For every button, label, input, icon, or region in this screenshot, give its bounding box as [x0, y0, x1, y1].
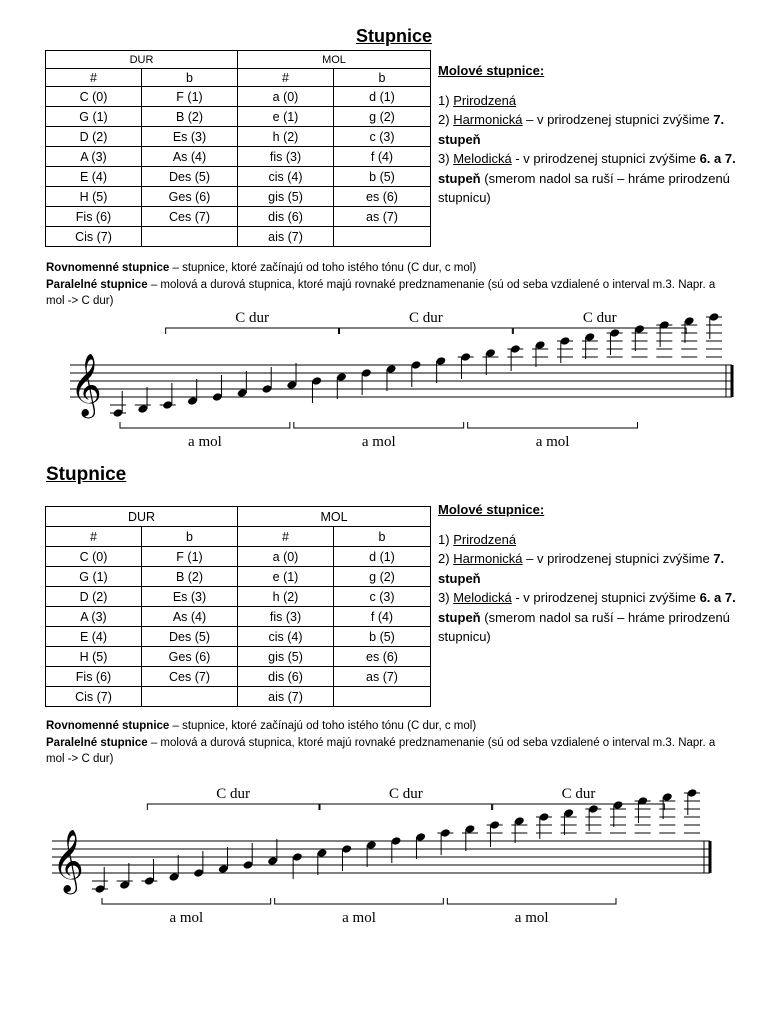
- table-row: [46, 547, 431, 567]
- item-number: 3): [438, 151, 450, 166]
- table-cell: E (4): [46, 627, 142, 647]
- minor-item-3: [438, 149, 758, 208]
- table-cell: e (1): [238, 107, 334, 127]
- table-cell: [334, 687, 431, 707]
- table-cell: as (7): [334, 207, 431, 227]
- table-cell: H (5): [46, 647, 142, 667]
- label-c-dur: C dur: [388, 786, 423, 802]
- item-text: - v prirodzenej stupnici zvýšime: [511, 151, 700, 166]
- header-mol: MOL: [238, 51, 431, 69]
- label-a-mol: a mol: [535, 434, 570, 450]
- label-c-dur: C dur: [235, 310, 269, 326]
- item-number: 1): [438, 531, 450, 547]
- table-cell: h (2): [238, 127, 334, 147]
- table-cell: [142, 227, 238, 247]
- bracket-a-mol: [468, 422, 638, 428]
- table-row: [46, 667, 431, 687]
- header-dur: DUR: [46, 507, 238, 527]
- minor-item-1: [438, 530, 758, 550]
- table-cell: e (1): [238, 567, 334, 587]
- table-cell: C (0): [46, 547, 142, 567]
- item-name: Harmonická: [453, 112, 523, 127]
- table-cell: fis (3): [238, 607, 334, 627]
- minor-item-3: [438, 588, 758, 647]
- table-cell: Ges (6): [142, 187, 238, 207]
- header-dur: DUR: [46, 51, 238, 69]
- table-cell: E (4): [46, 167, 142, 187]
- table-body-2: [46, 547, 431, 707]
- item-name: Prirodzená: [453, 92, 517, 108]
- table-cell: [142, 687, 238, 707]
- bracket-a-mol: [294, 422, 464, 428]
- table-cell: dis (6): [238, 207, 334, 227]
- treble-clef-icon: 𝄞: [52, 831, 84, 891]
- label-c-dur: C dur: [409, 310, 443, 326]
- scale-staff: [50, 786, 718, 936]
- item-text-after: (smerom nadol sa ruší – hráme prirodzenú stupnicu): [438, 609, 730, 644]
- table-row: [46, 167, 431, 187]
- table-cell: Ges (6): [142, 647, 238, 667]
- bracket-c-dur: [147, 804, 319, 810]
- table-cell: cis (4): [238, 167, 334, 187]
- item-number: 2): [438, 112, 450, 127]
- table-cell: c (3): [334, 587, 431, 607]
- table-cell: b (5): [334, 167, 431, 187]
- table-cell: ais (7): [238, 227, 334, 247]
- table-cell: a (0): [238, 547, 334, 567]
- definition-rovnomenne: [46, 718, 736, 735]
- table-cell: Es (3): [142, 587, 238, 607]
- table-cell: Des (5): [142, 627, 238, 647]
- page-title: Stupnice: [356, 26, 433, 46]
- table-cell: B (2): [142, 107, 238, 127]
- label-a-mol: a mol: [514, 910, 549, 926]
- label-a-mol: a mol: [188, 434, 222, 450]
- item-number: 1): [438, 92, 450, 108]
- treble-clef-icon: 𝄞: [70, 355, 102, 415]
- table-cell: D (2): [46, 587, 142, 607]
- table-cell: Cis (7): [46, 687, 142, 707]
- table-cell: cis (4): [238, 627, 334, 647]
- table-cell: g (2): [334, 107, 431, 127]
- scales-table: [45, 50, 431, 247]
- table-cell: [334, 227, 431, 247]
- definition-term: Rovnomenné stupnice: [46, 720, 170, 732]
- page-title: Stupnice: [46, 464, 127, 485]
- item-name: Prirodzená: [453, 531, 517, 547]
- table-row: [46, 587, 431, 607]
- table-cell: b (5): [334, 627, 431, 647]
- table-cell: A (3): [46, 147, 142, 167]
- item-text-after: (smerom nadol sa ruší – hráme prirodzenú stupnicu): [438, 170, 730, 205]
- table-cell: Es (3): [142, 127, 238, 147]
- definition-text: – molová a durová stupnica, ktoré majú rovnaké predznamenanie (sú od seba vzdialené o interval m.3. Napr. a mol -> C dur): [46, 278, 716, 307]
- definition-term: Rovnomenné stupnice: [46, 262, 170, 274]
- table-row: [46, 207, 431, 227]
- table-cell: g (2): [334, 567, 431, 587]
- subheader-sharp: #: [46, 69, 142, 87]
- table-row: [46, 627, 431, 647]
- table-cell: gis (5): [238, 187, 334, 207]
- subheader-flat: b: [334, 69, 431, 87]
- table-cell: Fis (6): [46, 667, 142, 687]
- definition-term: Paralelné stupnice: [46, 736, 148, 749]
- definition-rovnomenne: [46, 260, 736, 277]
- subheader-flat: b: [142, 69, 238, 87]
- subheader-sharp: #: [46, 527, 142, 547]
- subheader-sharp: #: [238, 527, 334, 547]
- table-row: [46, 687, 431, 707]
- item-bold: 7. stupeň: [438, 551, 725, 586]
- definition-text: – stupnice, ktoré začínajú od toho istého tónu (C dur, c mol): [169, 720, 477, 732]
- label-c-dur: C dur: [582, 310, 617, 326]
- label-c-dur: C dur: [561, 786, 596, 802]
- table-cell: f (4): [334, 607, 431, 627]
- minor-item-2: [438, 110, 758, 149]
- minor-heading: Molové stupnice:: [438, 63, 545, 78]
- table-row: [46, 647, 431, 667]
- table-cell: F (1): [142, 547, 238, 567]
- table-cell: h (2): [238, 587, 334, 607]
- table-row: [46, 127, 431, 147]
- table-cell: Des (5): [142, 167, 238, 187]
- minor-heading: Molové stupnice:: [438, 502, 545, 517]
- item-text: – v prirodzenej stupnici zvýšime: [522, 112, 714, 127]
- item-bold: 7. stupeň: [438, 112, 725, 147]
- section-bottom: [0, 460, 768, 1024]
- table-cell: F (1): [142, 87, 238, 107]
- table-row: [46, 187, 431, 207]
- table-cell: as (7): [334, 667, 431, 687]
- table-cell: Ces (7): [142, 667, 238, 687]
- scales-table: [45, 506, 431, 707]
- table-cell: H (5): [46, 187, 142, 207]
- table-cell: dis (6): [238, 667, 334, 687]
- table-cell: es (6): [334, 647, 431, 667]
- table-cell: Ces (7): [142, 207, 238, 227]
- table-row: [46, 87, 431, 107]
- table-cell: Cis (7): [46, 227, 142, 247]
- bracket-c-dur: [320, 804, 492, 810]
- table-row: [46, 607, 431, 627]
- definition-term: Paralelné stupnice: [46, 278, 148, 291]
- minor-item-1: [438, 91, 758, 111]
- label-a-mol: a mol: [361, 434, 396, 450]
- subheader-flat: b: [142, 527, 238, 547]
- table-cell: d (1): [334, 547, 431, 567]
- item-number: 3): [438, 590, 450, 605]
- table-body-1: [46, 87, 431, 247]
- bracket-a-mol: [102, 898, 271, 904]
- table-cell: B (2): [142, 567, 238, 587]
- bracket-c-dur: [340, 328, 513, 334]
- item-text: - v prirodzenej stupnici zvýšime: [511, 590, 700, 605]
- table-cell: f (4): [334, 147, 431, 167]
- bracket-a-mol: [447, 898, 616, 904]
- definitions: [46, 260, 736, 310]
- label-a-mol: a mol: [169, 910, 204, 926]
- label-c-dur: C dur: [216, 786, 251, 802]
- table-cell: ais (7): [238, 687, 334, 707]
- minor-scales-notes: [438, 61, 758, 208]
- table-cell: A (3): [46, 607, 142, 627]
- table-row: [46, 227, 431, 247]
- minor-item-2: [438, 549, 758, 588]
- definition-text: – molová a durová stupnica, ktoré majú rovnaké predznamenanie (sú od seba vzdialené o interval m.3. Napr. a mol -> C dur): [46, 736, 716, 765]
- table-cell: C (0): [46, 87, 142, 107]
- definitions: [46, 718, 736, 768]
- table-cell: gis (5): [238, 647, 334, 667]
- definition-paralelne: [46, 735, 736, 768]
- minor-scales-notes: [438, 500, 758, 647]
- table-cell: c (3): [334, 127, 431, 147]
- table-cell: G (1): [46, 567, 142, 587]
- table-row: [46, 107, 431, 127]
- definition-text: – stupnice, ktoré začínajú od toho istého tónu (C dur, c mol): [169, 262, 477, 274]
- table-cell: As (4): [142, 607, 238, 627]
- subheader-flat: b: [334, 527, 431, 547]
- table-cell: D (2): [46, 127, 142, 147]
- table-cell: a (0): [238, 87, 334, 107]
- bracket-c-dur: [166, 328, 339, 334]
- item-name: Melodická: [453, 590, 512, 605]
- header-mol: MOL: [238, 507, 431, 527]
- section-top: [0, 0, 768, 460]
- item-bold: 6. a 7. stupeň: [438, 151, 736, 186]
- label-a-mol: a mol: [342, 910, 376, 926]
- item-number: 2): [438, 551, 450, 566]
- table-row: [46, 567, 431, 587]
- subheader-sharp: #: [238, 69, 334, 87]
- table-cell: es (6): [334, 187, 431, 207]
- table-cell: G (1): [46, 107, 142, 127]
- table-cell: fis (3): [238, 147, 334, 167]
- item-text: – v prirodzenej stupnici zvýšime: [522, 551, 714, 566]
- bracket-a-mol: [120, 422, 290, 428]
- bracket-a-mol: [275, 898, 444, 904]
- table-cell: d (1): [334, 87, 431, 107]
- definition-paralelne: [46, 277, 736, 310]
- table-cell: Fis (6): [46, 207, 142, 227]
- item-name: Melodická: [453, 151, 512, 166]
- table-row: [46, 147, 431, 167]
- item-name: Harmonická: [453, 551, 523, 566]
- table-cell: As (4): [142, 147, 238, 167]
- scale-staff: [68, 310, 740, 460]
- item-bold: 6. a 7. stupeň: [438, 590, 736, 625]
